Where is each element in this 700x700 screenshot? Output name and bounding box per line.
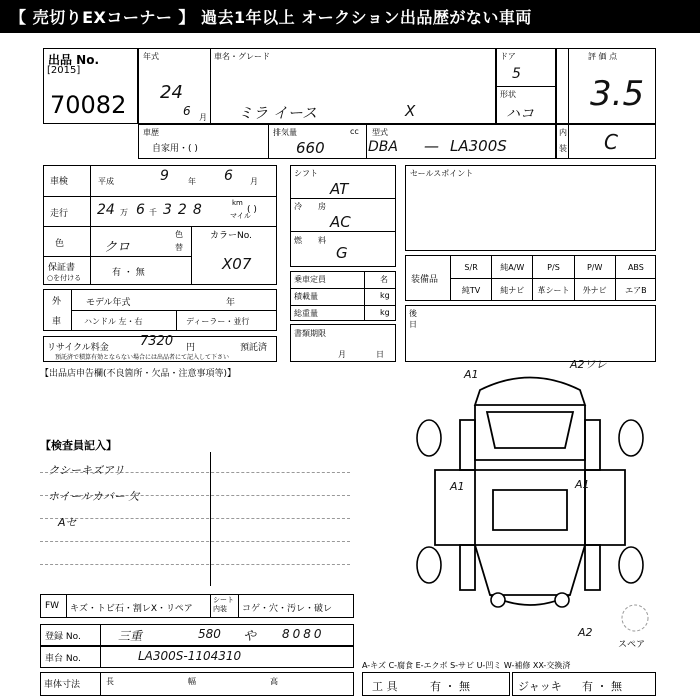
size-h: 高	[270, 677, 278, 686]
inspector-label: 【検査員記入】	[40, 439, 117, 452]
gross-label: 総重量	[294, 309, 318, 318]
diagram-mark-2: A2ワレ	[570, 358, 607, 371]
export-sha: 車	[52, 317, 62, 327]
score-value: 3.5	[590, 74, 645, 114]
equipment-row1-item: P/S	[532, 256, 573, 278]
equipment-row2-item: エアB	[615, 279, 656, 301]
registration-class: 580	[198, 627, 221, 641]
color-value: クロ	[104, 240, 131, 255]
spare-label: スペア	[618, 640, 646, 650]
model-code-label: 型式	[372, 128, 388, 137]
category-value: 自家用・( )	[152, 144, 198, 154]
banner-title: 【 売切りEXコーナー 】 過去1年以上 オークション出品歴がない車両	[10, 8, 532, 27]
car-diagram	[405, 360, 655, 650]
recycle-unit: 円	[186, 343, 196, 353]
ac-value: AC	[330, 213, 351, 231]
export-handle: ハンドル 左・右	[84, 317, 143, 326]
model-code-dash: —	[424, 137, 439, 155]
banner	[0, 0, 700, 33]
seller-note-label: 【出品店申告欄(不良箇所・欠品・注意事項等)】	[40, 369, 237, 379]
doors-value: 5	[512, 66, 521, 82]
export-gai: 外	[52, 297, 62, 307]
displacement-value: 660	[296, 139, 325, 157]
name-model: ミラ イース	[238, 104, 318, 122]
recycle-value: 7320	[140, 334, 174, 349]
warranty-value: 有 ・ 無	[112, 268, 145, 278]
shape-label: 形状	[500, 90, 516, 99]
score-label: 評 価 点	[588, 52, 618, 61]
name-grade: X	[405, 102, 416, 120]
equipment-label: 装備品	[411, 275, 439, 285]
equipment-row2-item: 純ナビ	[491, 279, 532, 301]
interior-label1: 内	[559, 128, 567, 137]
color-sub2: 替	[175, 243, 183, 252]
shape-value: ハコ	[506, 106, 534, 122]
color-no-value: X07	[222, 255, 252, 273]
fuel-label1: 燃	[294, 236, 302, 245]
fw-sheet: シート内装	[213, 596, 234, 613]
equipment-row1-item: S/R	[450, 256, 491, 278]
doors-label: ドア	[500, 52, 516, 61]
displacement-unit: cc	[350, 127, 359, 136]
equipment-row1-item: 純A/W	[491, 256, 532, 278]
diagram-mark-1: A1	[464, 368, 479, 381]
inspection-year: 9	[160, 168, 169, 184]
export-year-unit: 年	[226, 298, 236, 308]
equipment-row2-item: 純TV	[450, 279, 491, 301]
model-code-value: LA300S	[450, 137, 507, 155]
registration-label: 登録 No.	[45, 632, 81, 642]
color-sub1: 色	[175, 230, 183, 239]
warranty-note: ○を付ける	[47, 274, 82, 282]
sales-point-label: セールスポイント	[410, 169, 474, 178]
registration-kana: や	[243, 629, 257, 644]
lot-year-tag: [2015]	[47, 65, 81, 76]
jack-label: ジャッキ	[518, 680, 562, 693]
displacement-label: 排気量	[273, 128, 297, 137]
interior-value: C	[604, 130, 618, 154]
inspection-year-unit: 年	[188, 177, 196, 186]
diagram-mark-5: A2	[578, 626, 593, 639]
size-label: 車体寸法	[44, 680, 81, 690]
capacity-unit: 名	[380, 275, 388, 284]
tools-value: 有 ・ 無	[430, 680, 470, 693]
registration-area: 三重	[118, 629, 143, 643]
docs-label: 書類期限	[294, 329, 326, 338]
shift-value: AT	[330, 180, 349, 198]
export-dealer: ディーラー・並行	[186, 317, 250, 326]
mileage-sen: 6	[136, 202, 145, 218]
inspection-month-unit: 月	[250, 177, 258, 186]
mileage-sen-unit: 千	[149, 208, 157, 217]
equipment-row1-item: P/W	[574, 256, 615, 278]
inspection-month: 6	[224, 168, 233, 184]
inspector-line-3: Aセ	[58, 516, 77, 529]
recycle-note: 預託済で積算有効とならない場合には出品者にて記入して下さい	[55, 354, 230, 361]
color-no-label: カラーNo.	[210, 231, 252, 241]
fw-items: キズ・トビ石・割レX・リペア	[70, 604, 193, 614]
docs-day-unit: 日	[376, 350, 384, 359]
fw-stain: コゲ・穴・汚レ・破レ	[242, 604, 333, 614]
inspection-era: 平成	[98, 177, 114, 186]
rear-box	[405, 305, 656, 362]
registration-number: 8080	[282, 627, 325, 641]
shift-label: シフト	[294, 169, 318, 178]
interior-label2: 装	[559, 144, 567, 153]
equipment-row2-item: 外ナビ	[574, 279, 615, 301]
color-label: 色	[55, 239, 65, 249]
lot-box	[43, 48, 138, 124]
chassis-value: LA300S-1104310	[138, 649, 242, 663]
ac-label1: 冷	[294, 202, 302, 211]
year-month-unit: 月	[199, 113, 207, 122]
size-w: 幅	[188, 677, 196, 686]
name-label: 車名・グレード	[214, 52, 270, 61]
fw-label: FW	[45, 601, 60, 611]
diagram-mark-4: A1	[575, 478, 590, 491]
ac-label2: 房	[318, 202, 326, 211]
load-label: 積載量	[294, 292, 318, 301]
export-model-year-label: モデル年式	[86, 298, 131, 308]
year-month: 6	[183, 104, 191, 118]
mileage-paren: ( )	[247, 205, 257, 215]
warranty-label: 保証書	[48, 263, 76, 273]
fuel-label2: 料	[318, 236, 326, 245]
inspector-line-2: ホイールカバー 欠	[48, 490, 140, 503]
year-era-year: 24	[160, 82, 183, 103]
lot-number: 70082	[50, 91, 127, 119]
inspector-line-1: クシーキズアリ	[48, 464, 125, 477]
mileage-rest: 328	[163, 202, 208, 218]
mileage-unit-mile: マイル	[230, 212, 251, 220]
gross-unit: kg	[380, 308, 390, 317]
size-l: 長	[106, 677, 114, 686]
tools-label: 工 具	[372, 680, 398, 693]
docs-unit: 月	[338, 350, 346, 359]
diagram-mark-3: A1	[450, 480, 465, 493]
mileage-man: 24	[97, 202, 115, 218]
legend-text: A-キズ C-腐食 E-エクボ S-サビ U-凹ミ W-補修 XX-交換済	[362, 661, 571, 670]
year-label: 年式	[143, 52, 159, 61]
jack-value: 有 ・ 無	[582, 680, 622, 693]
size-row	[40, 672, 354, 696]
inspection-label: 車検	[50, 177, 69, 187]
equipment-row2-item: 革シート	[532, 279, 573, 301]
lot-label: 出品 No.	[48, 53, 100, 67]
mileage-man-unit: 万	[120, 208, 128, 217]
recycle-deposit: 預託済	[240, 343, 268, 353]
rear-label: 後日	[409, 309, 417, 329]
chassis-label: 車台 No.	[45, 654, 81, 664]
load-unit: kg	[380, 291, 390, 300]
equipment-row1-item: ABS	[615, 256, 656, 278]
fuel-value: G	[336, 244, 348, 262]
capacity-label: 乗車定員	[294, 275, 326, 284]
category-label: 車歴	[143, 128, 159, 137]
model-code-prefix: DBA	[368, 139, 398, 155]
mileage-label: 走行	[50, 209, 69, 219]
mileage-unit-km: km	[232, 199, 243, 207]
recycle-label: リサイクル料金	[47, 343, 109, 353]
